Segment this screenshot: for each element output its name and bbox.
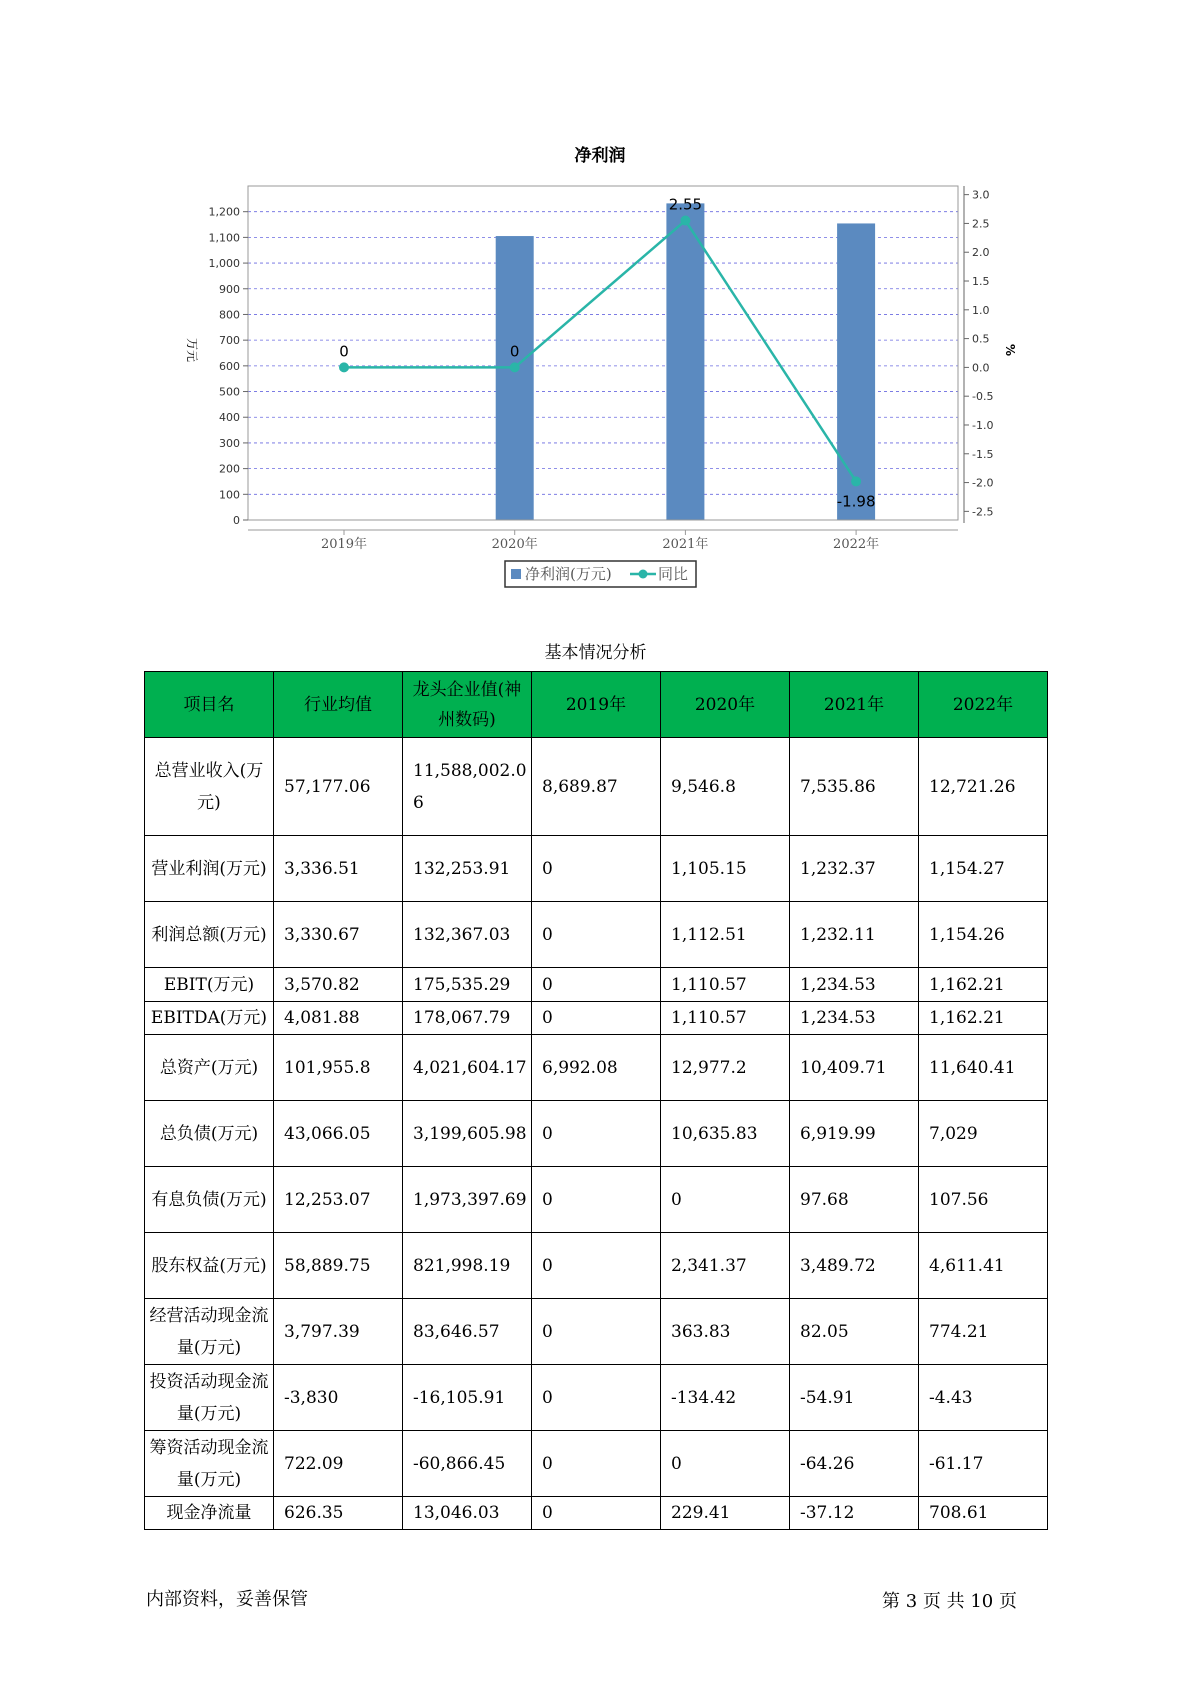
row-label: 总负债(万元)	[145, 1101, 274, 1167]
table-row	[145, 1497, 1048, 1530]
right-tick-label: -0.5	[972, 390, 994, 404]
table-cell: 1,154.27	[919, 836, 1048, 902]
table-row	[145, 1002, 1048, 1035]
header-2020: 2020年	[661, 672, 790, 738]
table-cell: -3,830	[274, 1365, 403, 1431]
table-cell: 0	[532, 1497, 661, 1530]
legend-bar-swatch	[511, 569, 521, 579]
table-cell: -60,866.45	[403, 1431, 532, 1497]
table-cell: 6,919.99	[790, 1101, 919, 1167]
row-label: 总营业收入(万元)	[145, 738, 274, 836]
table-cell: 101,955.8	[274, 1035, 403, 1101]
right-tick-label: 2.0	[972, 246, 990, 260]
data-label: 0	[509, 342, 520, 361]
table-cell: 12,253.07	[274, 1167, 403, 1233]
header-2021: 2021年	[790, 672, 919, 738]
table-cell: 0	[532, 968, 661, 1002]
data-label: 2.55	[668, 195, 703, 214]
table-cell: 83,646.57	[403, 1299, 532, 1365]
row-label: 利润总额(万元)	[145, 902, 274, 968]
line-point	[339, 362, 349, 372]
table-cell: 0	[661, 1167, 790, 1233]
table-cell: 1,234.53	[790, 1002, 919, 1035]
table-cell: 363.83	[661, 1299, 790, 1365]
right-tick-label: -2.0	[972, 476, 994, 490]
line-path	[344, 221, 856, 482]
line-point	[680, 216, 690, 226]
table-cell: 132,253.91	[403, 836, 532, 902]
basic-analysis-table	[144, 671, 1048, 1530]
header-2022: 2022年	[919, 672, 1048, 738]
right-tick-label: 1.0	[972, 303, 990, 317]
right-tick-label: 2.5	[972, 217, 990, 231]
table-cell: -16,105.91	[403, 1365, 532, 1431]
row-label: 营业利润(万元)	[145, 836, 274, 902]
table-cell: 0	[532, 1365, 661, 1431]
left-tick-label: 700	[219, 334, 240, 348]
table-cell: -4.43	[919, 1365, 1048, 1431]
legend-bar-label: 净利润(万元)	[525, 565, 612, 583]
row-label: 现金净流量	[145, 1497, 274, 1530]
chart-title: 净利润	[574, 146, 626, 166]
table-cell: 6,992.08	[532, 1035, 661, 1101]
row-label: 有息负债(万元)	[145, 1167, 274, 1233]
x-tick-label: 2020年	[491, 537, 538, 552]
data-label: -1.98	[836, 492, 876, 511]
right-tick-label: -1.0	[972, 418, 994, 432]
table-cell: 0	[532, 836, 661, 902]
left-tick-label: 0	[233, 514, 240, 527]
header-2019: 2019年	[532, 672, 661, 738]
table-row	[145, 1233, 1048, 1299]
table-cell: 626.35	[274, 1497, 403, 1530]
chart-axes	[209, 186, 994, 552]
right-tick-label: -1.5	[972, 447, 994, 461]
table-cell: 0	[532, 1002, 661, 1035]
table-cell: 0	[532, 1431, 661, 1497]
table-cell: 10,635.83	[661, 1101, 790, 1167]
table-cell: 1,232.37	[790, 836, 919, 902]
table-cell: 3,199,605.98	[403, 1101, 532, 1167]
table-cell: -54.91	[790, 1365, 919, 1431]
table-cell: 229.41	[661, 1497, 790, 1530]
table-cell: 3,330.67	[274, 902, 403, 968]
row-label: EBIT(万元)	[145, 968, 274, 1002]
table-cell: 57,177.06	[274, 738, 403, 836]
chart-legend	[505, 561, 696, 587]
table-cell: -134.42	[661, 1365, 790, 1431]
legend-line-marker	[639, 570, 648, 579]
legend-line-label: 同比	[658, 565, 689, 583]
table-cell: 1,105.15	[661, 836, 790, 902]
right-tick-label: 3.0	[972, 188, 990, 202]
right-tick-label: 0.0	[972, 361, 990, 375]
table-row	[145, 836, 1048, 902]
bar-mark	[837, 223, 875, 520]
x-tick-label: 2021年	[662, 537, 709, 552]
right-axis-title: %	[1003, 343, 1017, 357]
row-label: 总资产(万元)	[145, 1035, 274, 1101]
table-cell: 1,110.57	[661, 968, 790, 1002]
table-row	[145, 902, 1048, 968]
x-tick-label: 2022年	[833, 537, 880, 552]
table-cell: 0	[532, 1233, 661, 1299]
table-cell: -64.26	[790, 1431, 919, 1497]
x-tick-label: 2019年	[320, 537, 368, 552]
left-tick-label: 1,200	[208, 205, 240, 219]
table-row	[145, 1035, 1048, 1101]
table-cell: 58,889.75	[274, 1233, 403, 1299]
table-cell: -61.17	[919, 1431, 1048, 1497]
table-cell: 12,977.2	[661, 1035, 790, 1101]
right-tick-label: 0.5	[972, 332, 990, 346]
left-tick-label: 600	[219, 359, 240, 373]
table-row	[145, 1365, 1048, 1431]
row-label: EBITDA(万元)	[145, 1002, 274, 1035]
table-cell: 1,110.57	[661, 1002, 790, 1035]
table-cell: 3,489.72	[790, 1233, 919, 1299]
table-cell: 1,154.26	[919, 902, 1048, 968]
table-cell: 1,112.51	[661, 902, 790, 968]
table-cell: -37.12	[790, 1497, 919, 1530]
table-cell: 43,066.05	[274, 1101, 403, 1167]
row-label: 筹资活动现金流量(万元)	[145, 1431, 274, 1497]
left-tick-label: 300	[219, 436, 240, 450]
table-cell: 2,341.37	[661, 1233, 790, 1299]
table-cell: 0	[532, 1101, 661, 1167]
data-label: 0	[339, 342, 349, 361]
right-tick-label: -2.5	[972, 505, 994, 519]
bar-mark	[496, 236, 534, 520]
left-tick-label: 500	[219, 385, 240, 399]
left-tick-label: 1,000	[208, 257, 240, 271]
table-cell: 722.09	[274, 1431, 403, 1497]
table-cell: 774.21	[919, 1299, 1048, 1365]
table-cell: 0	[532, 1167, 661, 1233]
line-point	[510, 362, 520, 372]
left-tick-label: 800	[219, 308, 240, 322]
table-cell: 1,232.11	[790, 902, 919, 968]
table-row	[145, 1431, 1048, 1497]
table-cell: 821,998.19	[403, 1233, 532, 1299]
header-leader-value: 龙头企业值(神州数码)	[403, 672, 532, 738]
table-cell: 11,588,002.06	[403, 738, 532, 836]
left-tick-label: 100	[219, 488, 240, 502]
left-axis-title: 万元	[185, 337, 199, 363]
table-cell: 7,029	[919, 1101, 1048, 1167]
table-cell: 178,067.79	[403, 1002, 532, 1035]
table-cell: 0	[532, 902, 661, 968]
table-row	[145, 968, 1048, 1002]
table-row	[145, 738, 1048, 836]
table-cell: 11,640.41	[919, 1035, 1048, 1101]
table-cell: 0	[532, 1299, 661, 1365]
table-cell: 13,046.03	[403, 1497, 532, 1530]
table-cell: 10,409.71	[790, 1035, 919, 1101]
table-cell: 1,162.21	[919, 1002, 1048, 1035]
row-label: 经营活动现金流量(万元)	[145, 1299, 274, 1365]
table-cell: 12,721.26	[919, 738, 1048, 836]
right-tick-label: 1.5	[972, 275, 990, 289]
table-cell: 1,234.53	[790, 968, 919, 1002]
table-cell: 175,535.29	[403, 968, 532, 1002]
line-point	[851, 476, 861, 486]
row-label: 投资活动现金流量(万元)	[145, 1365, 274, 1431]
table-cell: 8,689.87	[532, 738, 661, 836]
table-cell: 132,367.03	[403, 902, 532, 968]
table-cell: 708.61	[919, 1497, 1048, 1530]
table-cell: 7,535.86	[790, 738, 919, 836]
table-cell: 97.68	[790, 1167, 919, 1233]
table-cell: 3,797.39	[274, 1299, 403, 1365]
table-cell: 3,336.51	[274, 836, 403, 902]
table-cell: 1,973,397.69	[403, 1167, 532, 1233]
table-cell: 82.05	[790, 1299, 919, 1365]
bar-series	[496, 203, 875, 520]
net-profit-chart	[0, 0, 1191, 610]
table-caption: 基本情况分析	[544, 643, 647, 663]
table-cell: 4,611.41	[919, 1233, 1048, 1299]
left-tick-label: 900	[219, 282, 240, 296]
bar-mark	[666, 203, 704, 520]
header-item-name: 项目名	[145, 672, 274, 738]
line-series	[339, 196, 876, 511]
left-tick-label: 1,100	[208, 231, 240, 245]
table-row	[145, 1101, 1048, 1167]
header-industry-avg: 行业均值	[274, 672, 403, 738]
table-cell: 0	[661, 1431, 790, 1497]
table-cell: 9,546.8	[661, 738, 790, 836]
table-row	[145, 1167, 1048, 1233]
table-cell: 4,081.88	[274, 1002, 403, 1035]
table-cell: 3,570.82	[274, 968, 403, 1002]
row-label: 股东权益(万元)	[145, 1233, 274, 1299]
footer-page-number: 第 3 页 共 10 页	[882, 1591, 1017, 1612]
table-cell: 4,021,604.17	[403, 1035, 532, 1101]
table-row	[145, 1299, 1048, 1365]
footer-confidential: 内部资料，妥善保管	[146, 1589, 308, 1610]
left-tick-label: 400	[219, 411, 240, 425]
left-tick-label: 200	[219, 462, 240, 476]
table-header-row	[145, 672, 1048, 738]
table-cell: 107.56	[919, 1167, 1048, 1233]
table-cell: 1,162.21	[919, 968, 1048, 1002]
